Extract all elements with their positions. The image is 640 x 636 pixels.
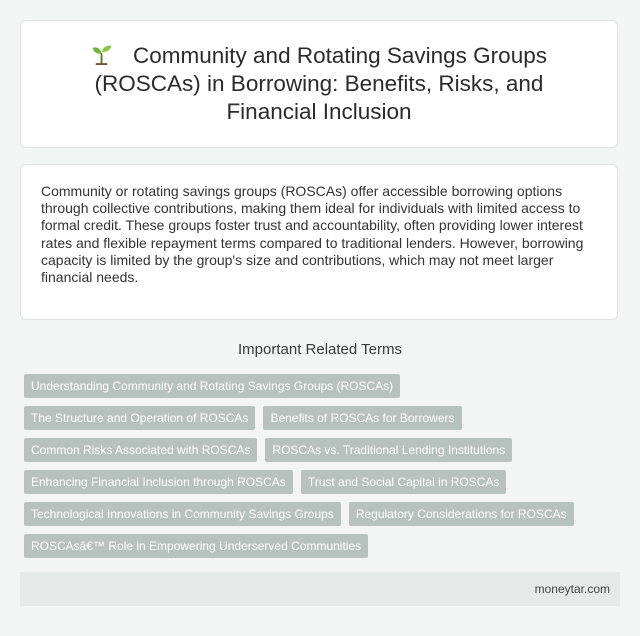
related-tag[interactable]: Trust and Social Capital in ROSCAs: [301, 470, 507, 494]
related-terms-heading: Important Related Terms: [238, 341, 402, 358]
tag-row: [24, 438, 620, 462]
related-tag[interactable]: Regulatory Considerations for ROSCAs: [349, 502, 574, 526]
footer: [20, 572, 620, 606]
related-tag[interactable]: Understanding Community and Rotating Savings Groups (ROSCAs): [24, 374, 400, 398]
related-tag[interactable]: Technological Innovations in Community Savings Groups: [24, 502, 341, 526]
related-tags: [24, 374, 620, 566]
summary-card: [20, 164, 618, 320]
tag-row: [24, 502, 620, 526]
tag-row: [24, 470, 620, 494]
page-title-text: Community and Rotating Savings Groups (ROSCAs) in Borrowing: Benefits, Risks, and Financial Inclusion: [94, 43, 547, 124]
seedling-icon: [91, 43, 113, 65]
related-tag[interactable]: Enhancing Financial Inclusion through ROSCAs: [24, 470, 293, 494]
related-tag[interactable]: ROSCAsâ€™ Role in Empowering Underserved Communities: [24, 534, 368, 558]
page-title: [79, 42, 559, 126]
related-tag[interactable]: The Structure and Operation of ROSCAs: [24, 406, 255, 430]
related-tag[interactable]: Benefits of ROSCAs for Borrowers: [263, 406, 461, 430]
tag-row: [24, 534, 620, 558]
footer-site-link[interactable]: moneytar.com: [534, 582, 610, 596]
tag-row: [24, 406, 620, 430]
title-card: [20, 20, 618, 148]
related-tag[interactable]: ROSCAs vs. Traditional Lending Institutions: [265, 438, 512, 462]
related-tag[interactable]: Common Risks Associated with ROSCAs: [24, 438, 257, 462]
tag-row: [24, 374, 620, 398]
summary-text: Community or rotating savings groups (ROSCAs) offer accessible borrowing options through collective contributions, making them ideal for individuals with limited access to formal credit. These groups foster trust and accountability, often providing lower interest rates and flexible repayment terms compared to traditional lenders. However, borrowing capacity is limited by the group's size and contributions, which may not meet larger financial needs.: [41, 183, 584, 286]
